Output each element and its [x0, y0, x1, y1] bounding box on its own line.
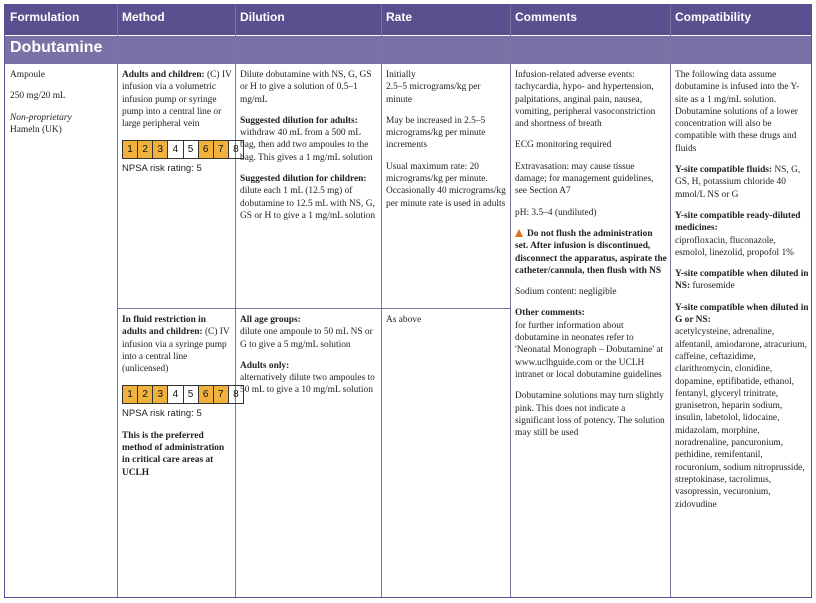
compat-ready-title: Y-site compatible ready-diluted medicines: [675, 210, 801, 234]
risk-box: 7 [214, 141, 229, 158]
dilution-child-title: Suggested dilution for children: [240, 174, 367, 185]
comment-other-title: Other comments: [515, 308, 585, 319]
compat-ns-text: furosemide [692, 281, 735, 292]
rate-cell-1 [386, 69, 507, 210]
formulation-strength: 250 mg/20 mL [10, 91, 66, 102]
risk-box: 1 [123, 386, 138, 403]
method-1-text: (C) IV infusion via a volumetric infusion pump or syringe pump into a central line or large peripheral vein [122, 70, 232, 130]
header-compatibility: Compatibility [675, 10, 752, 24]
comment-pink: Dobutamine solutions may turn slightly pink. This does not indicate a significant loss of potency. The solution may still be used [515, 391, 665, 439]
rate-max: Usual maximum rate: 20 micrograms/kg per minute. Occasionally 40 micrograms/kg per minute rate is used in adults [386, 161, 506, 209]
header-dilution: Dilution [240, 10, 285, 24]
comment-extravasation: Extravasation: may cause tissue damage; for management guidelines, see Section A7 [515, 161, 654, 197]
dilution-cell-2 [240, 314, 378, 397]
risk-box: 4 [168, 386, 183, 403]
formulation-form: Ampoule [10, 70, 45, 80]
rate-increase: May be increased in 2.5–5 micrograms/kg per minute increments [386, 115, 486, 151]
compat-intro: The following data assume dobutamine is infused into the Y-site as a 1 mg/mL solution. Dobutamine solutions of a lower concentration will also be compatible with these drugs and fluids [675, 70, 800, 154]
npsa-rating-2: NPSA risk rating: 5 [122, 408, 202, 420]
rate-initial: Initially [386, 70, 416, 80]
formulation-proprietary: Non-proprietary [10, 112, 72, 123]
dilution-all-text: dilute one ampoule to 50 mL NS or G to give a 5 mg/mL solution [240, 327, 373, 350]
monograph-table [4, 4, 812, 598]
compat-fluids-text: NS, G, GS, H, potassium chloride 40 mmol/L NS or G [675, 165, 801, 200]
column-divider [235, 5, 236, 597]
header-rate: Rate [386, 10, 413, 24]
header-formulation: Formulation [10, 10, 80, 24]
comment-flush: Do not flush the administration set. After infusion is discontinued, disconnect the apparatus, aspirate the catheter/cannula, then flush with NS [515, 228, 667, 276]
risk-scale-1 [122, 140, 244, 159]
method-2-title: In fluid restriction in adults and children: [122, 315, 206, 338]
comment-adverse: Infusion-related adverse events: tachycardia, hypo- and hypertension, palpitations, anginal pain, nausea, vomiting, peripheral vasoconstriction and shortness of breath [515, 70, 656, 130]
risk-box: 5 [184, 141, 199, 158]
risk-box: 7 [214, 386, 229, 403]
dilution-adult-only-title: Adults only: [240, 360, 290, 371]
compatibility-cell [675, 69, 810, 511]
compat-fluids-title: Y-site compatible fluids: [675, 165, 773, 176]
column-divider [381, 5, 382, 597]
comment-other-text: for further information about dobutamine in neonates refer to 'Neonatal Monograph – Dobutamine' at www.uclhguide.com or the UCLH intranet or local dobutamine guidelines [515, 320, 664, 380]
compat-ready-text: ciprofloxacin, fluconazole, esmolol, linezolid, propofol 1% [675, 235, 794, 258]
dilution-all-title: All age groups: [240, 315, 301, 325]
risk-box: 3 [153, 386, 168, 403]
method-cell-2 [122, 314, 239, 479]
method-cell-1 [122, 69, 239, 176]
table-header [5, 5, 811, 35]
risk-scale-2 [122, 385, 244, 404]
dilution-cell-1 [240, 69, 378, 222]
drug-name-band [5, 36, 811, 64]
risk-box: 2 [138, 386, 153, 403]
column-divider [670, 5, 671, 597]
dilution-intro: Dilute dobutamine with NS, G, GS or H to give a solution of 0.5–1 mg/mL [240, 70, 372, 105]
comment-ph: pH: 3.5–4 (undiluted) [515, 207, 597, 218]
comment-ecg: ECG monitoring required [515, 140, 612, 151]
risk-box: 5 [184, 386, 199, 403]
warning-icon [515, 229, 523, 237]
row-divider [117, 308, 510, 309]
risk-box: 6 [199, 141, 214, 158]
comments-cell [515, 69, 667, 439]
method-1-title: Adults and children: [122, 70, 205, 80]
risk-box: 8 [233, 389, 239, 401]
risk-box: 1 [123, 141, 138, 158]
risk-box: 2 [138, 141, 153, 158]
preferred-method-note: This is the preferred method of administration in critical care areas at UCLH [122, 430, 225, 478]
compat-ns-title: Y-site compatible when diluted in NS: [675, 269, 809, 292]
rate-as-above: As above [386, 315, 422, 325]
drug-name: Dobutamine [10, 39, 103, 56]
rate-initial-dose: 2.5–5 micrograms/kg per minute [386, 82, 481, 105]
formulation-manufacturer: Hameln (UK) [10, 124, 62, 135]
dilution-adult-text: withdraw 40 mL from a 500 mL bag, then add two ampoules to the bag. This gives a 1 mg/mL solution [240, 128, 373, 163]
header-method: Method [122, 10, 165, 24]
compat-g-title: Y-site compatible when diluted in G or NS: [675, 302, 809, 326]
risk-box: 6 [199, 386, 214, 403]
rate-cell-2 [386, 314, 507, 326]
column-divider [510, 5, 511, 597]
risk-box: 3 [153, 141, 168, 158]
header-comments: Comments [515, 10, 578, 24]
column-divider [117, 5, 118, 597]
formulation-cell [10, 69, 114, 136]
compat-g-text: acetylcysteine, adrenaline, alfentanil, amiodarone, atracurium, caffeine, ceftazidime, clarithromycin, clonidine, dopamine, eptifibatide, ethanol, fentanyl, glyceryl trinitrate, granisetron, heparin sodium, insulin, labetolol, lidocaine, midazolam, morphine, noradrenaline, pancuronium, pethidine, remifentanil, rocuronium, sodium nitroprusside, streptokinase, tacrolimus, vasopressin, vecuronium, zidovudine [675, 327, 807, 510]
dilution-adult-title: Suggested dilution for adults: [240, 115, 358, 126]
npsa-rating-1: NPSA risk rating: 5 [122, 163, 202, 175]
method-2-text: (C) IV infusion via a syringe pump into a central line (unlicensed) [122, 327, 230, 375]
dilution-adult-only-text: alternatively dilute two ampoules to 50 mL to give a 10 mg/mL solution [240, 373, 375, 396]
risk-box: 8 [233, 144, 239, 156]
comment-sodium: Sodium content: negligible [515, 287, 617, 298]
risk-box: 4 [168, 141, 183, 158]
dilution-child-text: dilute each 1 mL (12.5 mg) of dobutamine to 12.5 mL with NS, G, GS or H to give a 1 mg/mL solution [240, 186, 376, 221]
